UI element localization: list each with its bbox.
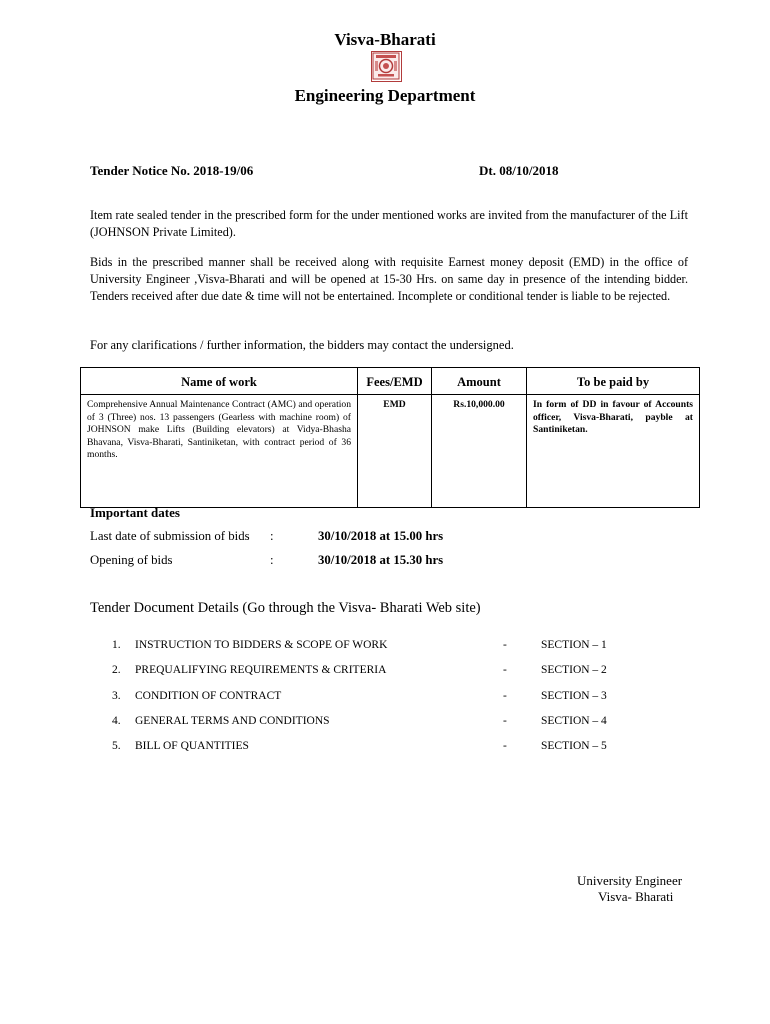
- doc-item-number: 2.: [112, 664, 121, 676]
- intro-paragraph: Item rate sealed tender in the prescribed form for the under mentioned works are invited from the manufacturer of the Lift (JOHNSON Private Limited).: [90, 208, 688, 239]
- doc-item-section: SECTION – 5: [541, 740, 607, 752]
- doc-item-number: 3.: [112, 690, 121, 702]
- table-row: [81, 395, 700, 508]
- opening-date-value: 30/10/2018 at 15.30 hrs: [318, 553, 444, 567]
- clarification-paragraph: For any clarifications / further information, the bidders may contact the undersigned.: [90, 338, 514, 352]
- doc-item-number: 1.: [112, 639, 121, 651]
- table-header-row: [81, 368, 700, 395]
- cell-name-of-work: Comprehensive Annual Maintenance Contract (AMC) and operation of 3 (Three) nos. 13 passengers (Gearless with machine room) of JOHNSON make Lifts (Building elevators) at Vidya-Bhasha Bhavana, Visva-Bharati, Santiniketan, with contract period of 36 months.: [81, 395, 358, 508]
- tender-notice-number: Tender Notice No. 2018-19/06: [90, 163, 254, 178]
- doc-item-number: 5.: [112, 740, 121, 752]
- doc-item-dash: -: [503, 715, 507, 727]
- org-title: Visva-Bharati: [334, 30, 436, 49]
- bids-paragraph: Bids in the prescribed manner shall be received along with requisite Earnest money deposit (EMD) in the office of University Engineer ,Visva-Bharati and will be opened at 15-30 Hrs. on same day in presence of the intending bidder. Tenders received after due date & time will not be entertained. Incomplete or conditional tender is liable to be rejected.: [90, 255, 688, 303]
- doc-item-dash: -: [503, 690, 507, 702]
- header-to-be-paid-by: To be paid by: [527, 368, 700, 395]
- header-name-of-work: Name of work: [81, 368, 358, 395]
- opening-date-label: Opening of bids: [90, 553, 173, 567]
- doc-item-section: SECTION – 4: [541, 715, 607, 727]
- submission-date-value: 30/10/2018 at 15.00 hrs: [318, 529, 444, 543]
- doc-item-title: INSTRUCTION TO BIDDERS & SCOPE OF WORK: [135, 639, 388, 651]
- cell-fees-emd: EMD: [358, 395, 432, 508]
- doc-item-section: SECTION – 3: [541, 690, 607, 702]
- important-dates-heading: Important dates: [90, 505, 180, 520]
- header-amount: Amount: [432, 368, 527, 395]
- cell-to-be-paid-by: In form of DD in favour of Accounts officer, Visva-Bharati, payble at Santiniketan.: [527, 395, 700, 508]
- doc-item-title: BILL OF QUANTITIES: [135, 740, 249, 752]
- university-seal-logo: [371, 51, 402, 82]
- signatory-org: Visva- Bharati: [598, 889, 674, 904]
- doc-item-number: 4.: [112, 715, 121, 727]
- department-title: Engineering Department: [294, 86, 476, 105]
- submission-date-colon: :: [270, 529, 274, 543]
- submission-date-label: Last date of submission of bids: [90, 529, 250, 543]
- signatory-title: University Engineer: [577, 873, 683, 888]
- doc-item-title: GENERAL TERMS AND CONDITIONS: [135, 715, 330, 727]
- doc-item-section: SECTION – 1: [541, 639, 607, 651]
- cell-amount: Rs.10,000.00: [432, 395, 527, 508]
- doc-item-dash: -: [503, 639, 507, 651]
- document-details-heading: Tender Document Details (Go through the Visva- Bharati Web site): [90, 600, 481, 616]
- doc-item-section: SECTION – 2: [541, 664, 607, 676]
- notice-date: Dt. 08/10/2018: [479, 163, 559, 178]
- header-fees-emd: Fees/EMD: [358, 368, 432, 395]
- doc-item-dash: -: [503, 664, 507, 676]
- doc-item-title: CONDITION OF CONTRACT: [135, 690, 282, 702]
- doc-item-dash: -: [503, 740, 507, 752]
- tender-table: [80, 367, 700, 508]
- doc-item-title: PREQUALIFYING REQUIREMENTS & CRITERIA: [135, 664, 387, 676]
- opening-date-colon: :: [270, 553, 274, 567]
